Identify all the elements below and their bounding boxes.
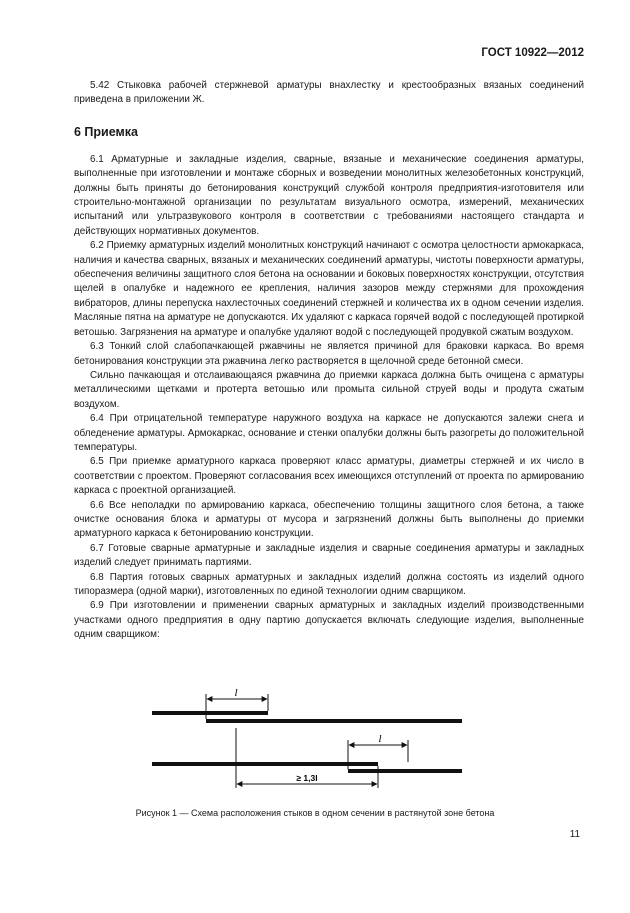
figure-caption: Рисунок 1 — Схема расположения стыков в одном сечении в растянутой зоне бетона: [135, 808, 495, 818]
label-distance: ≥ 1,3l: [296, 773, 318, 783]
page-number: 11: [569, 829, 580, 840]
paragraph: 6.1 Арматурные и закладные изделия, сварные, вязаные и механические соединения арматуры, выполненные при изготовлении и монтаже сборных и возведении монолитных железобетонных конструкций, должны быть приняты до бетонирования конструкций службой контроля предприятия-изготовителя или строительно-монтажной организации по результатам визуального осмотра, измерений, механических испытаний или ультразвукового контроля в соответствии с требованиями настоящего стандарта и действующих нормативных документов.: [74, 153, 584, 237]
paragraph: 6.7 Готовые сварные арматурные и закладные изделия и сварные соединения арматуры и закладных изделий следует принимать партиями.: [74, 542, 584, 569]
paragraph: Сильно пачкающая и отслаивающаяся ржавчина до приемки каркаса должна быть очищена с арматуры металлическими щетками и протерта ветошью или промыта сильной струей воды и продута сжатым воздухом.: [74, 369, 584, 410]
section-title: 6 Приемка: [74, 124, 138, 139]
paragraph: 6.4 При отрицательной температуре наружного воздуха на каркасе не допускаются залежи снега и обледенение арматуры. Армокаркас, основание и стенки опалубки должны быть разогреты до положительной температуры.: [74, 413, 584, 453]
section-body: [74, 153, 584, 643]
splice-diagram-svg: [150, 684, 470, 794]
paragraph: 6.8 Партия готовых сварных арматурных и закладных изделий должна состоять из изделий одного типоразмера (одной марки), изготовленных по единой технологии одним сварщиком.: [74, 571, 584, 597]
paragraph: 6.2 Приемку арматурных изделий монолитных конструкций начинают с осмотра целостности армокаркаса, наличия и качества сварных, вязаных и механических соединений арматуры, чистоты поверхности арматуры, обеспечения величины защитного слоя бетона на основании и боковых поверхностях конструкции, отсутствия щелей в опалубке и надежного ее крепления, наличия зазоров между стержнями для прохождения вибраторов, длины перепуска нахлесточных соединений стержней и количества их в одном сечении изделия. Масляные пятна на арматуре не допускаются. Их удаляют с каркаса горячей водой с последующей протиркой ветошью. Загрязнения на арматуре и опалубке удаляют водой с последующей продувкой сжатым воздухом.: [74, 240, 584, 338]
label-l2: l: [378, 733, 382, 745]
paragraph: 6.5 При приемке арматурного каркаса проверяют класс арматуры, диаметры стержней и их число в соответствии с проектом. Проверяют согласования всех имеющихся отступлений от проекта по армированию каркаса с проектной организацией.: [74, 456, 584, 497]
document-code: ГОСТ 10922—2012: [481, 47, 584, 59]
intro-paragraph: 5.42 Стыковка рабочей стержневой арматуры внахлестку и крестообразных вязаных соединений приведена в приложении Ж.: [74, 80, 584, 106]
paragraph: 6.9 При изготовлении и применении сварных арматурных и закладных изделий производственными участками одного предприятия в одну партию допускается включать следующие изделия, выполненные одним сварщиком:: [74, 600, 584, 641]
paragraph: 6.6 Все неполадки по армированию каркаса, обеспечению толщины защитного слоя бетона, а также очистке основания блока и арматуры от мусора и загрязнений должны быть выполнены до приемки арматурного каркаса к бетонированию конструкции.: [74, 499, 584, 540]
splice-diagram: [150, 684, 470, 794]
paragraph: 6.3 Тонкий слой слабопачкающей ржавчины не является причиной для браковки каркаса. Во время бетонирования конструкции эта ржавчина легко растворяется в щелочной среде бетонной смеси.: [74, 341, 584, 367]
label-l1: l: [234, 687, 238, 699]
page-content: [74, 79, 584, 643]
